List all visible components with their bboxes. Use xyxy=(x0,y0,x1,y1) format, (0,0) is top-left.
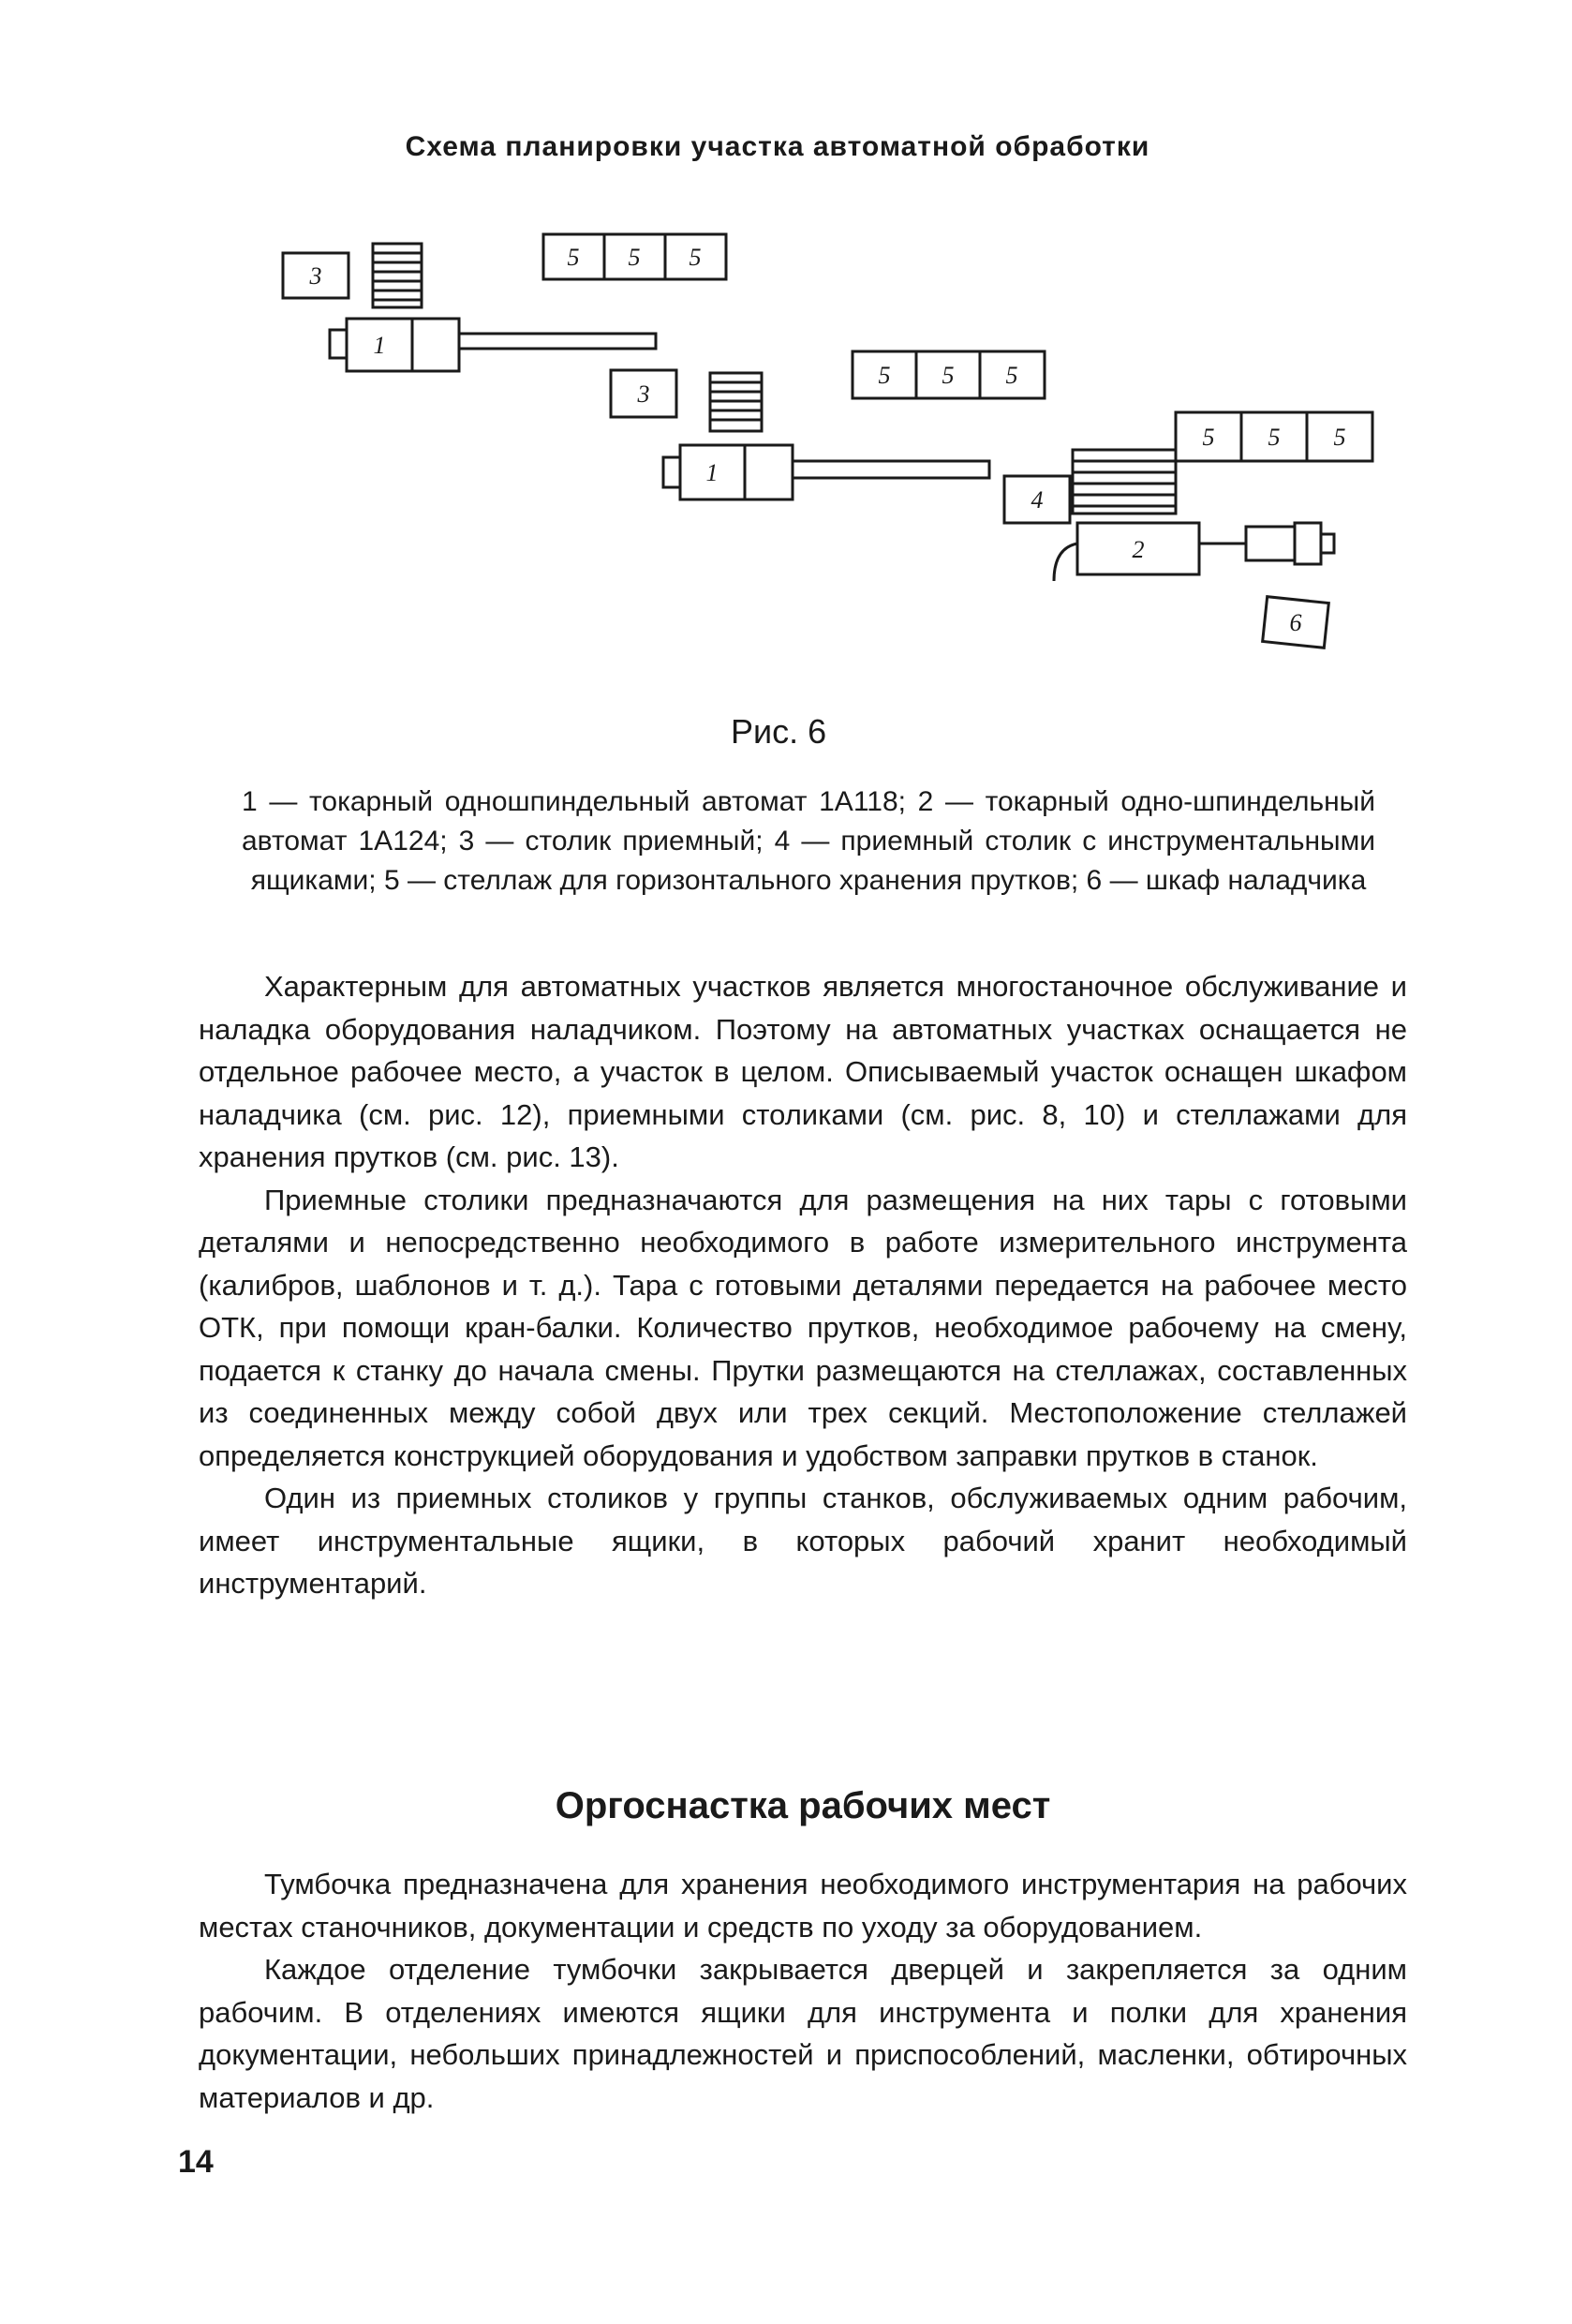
label-5-b3: 5 xyxy=(1005,362,1018,389)
page-number: 14 xyxy=(178,2144,214,2180)
bar-stock-c xyxy=(1073,450,1176,514)
label-5-c1: 5 xyxy=(1202,424,1215,451)
paragraph: Один из приемных столиков у группы станков, обслуживаемых одним рабочим, имеет инструментальные ящики, в которых рабочий хранит необходимый инструментарий. xyxy=(199,1482,1407,1600)
label-6: 6 xyxy=(1289,609,1302,636)
figure-title: Схема планировки участка автоматной обработки xyxy=(405,131,1150,162)
label-1-b: 1 xyxy=(705,459,719,486)
label-3-a: 3 xyxy=(309,262,322,290)
label-5-a3: 5 xyxy=(689,244,702,271)
bar-stock-b xyxy=(710,373,762,431)
paragraph: Приемные столики предназначаются для размещения на них тары с готовыми деталями и непосредственно необходимого в работе измерительного инструмента (калибров, шаблонов и т. д.). Тара с готовыми деталями передается на рабочее место ОТК, при помощи кран-балки. Количество прутков, необходимое рабочему на смену, подается к станку до начала смены. Прутки размещаются на стеллажах, составленных из соединенных между собой двух или трех секций. Местоположение стеллажей определяется конструкцией оборудования и удобством заправки прутков в станок. xyxy=(199,1183,1407,1472)
figure-legend: 1 — токарный одношпиндельный автомат 1А118; 2 — токарный одно-шпиндельный автомат 1А124; 3 — столик приемный; 4 — приемный столик с инструментальными ящиками; 5 — стеллаж для горизонтального хранения прутков; 6 — шкаф наладчика xyxy=(242,786,1375,896)
label-5-c3: 5 xyxy=(1333,424,1346,451)
text-block-top xyxy=(199,965,1407,1605)
label-4: 4 xyxy=(1031,486,1044,514)
paragraph: Каждое отделение тумбочки закрывается дверцей и закрепляется за одним рабочим. В отделениях имеются ящики для инструмента и полки для хранения документации, небольших принадлежностей и приспособлений, масленки, обтирочных материалов и др. xyxy=(199,1953,1407,2114)
label-2: 2 xyxy=(1132,536,1145,563)
bar-stock-a xyxy=(373,244,422,307)
section-heading: Оргоснастка рабочих мест xyxy=(555,1785,1051,1826)
paragraph: Характерным для автоматных участков является многостаночное обслуживание и наладка оборудования наладчиком. Поэтому на автоматных участках оснащается не отдельное рабочее место, а участок в целом. Описываемый участок оснащен шкафом наладчика (см. рис. 12), приемными столиками (см. рис. 8, 10) и стеллажами для хранения прутков (см. рис. 13). xyxy=(199,970,1407,1173)
label-5-a2: 5 xyxy=(628,244,641,271)
label-1-a: 1 xyxy=(373,332,386,359)
label-5-b1: 5 xyxy=(878,362,891,389)
text-block-bottom xyxy=(199,1863,1407,2119)
machine-2 xyxy=(1054,523,1334,581)
label-5-b2: 5 xyxy=(942,362,955,389)
label-5-a1: 5 xyxy=(567,244,580,271)
figure-caption: Рис. 6 xyxy=(731,712,827,751)
label-5-c2: 5 xyxy=(1268,424,1281,451)
paragraph: Тумбочка предназначена для хранения необходимого инструментария на рабочих местах станочников, документации и средств по уходу за оборудованием. xyxy=(199,1868,1407,1944)
layout-diagram xyxy=(272,225,1396,675)
label-3-b: 3 xyxy=(637,380,650,408)
